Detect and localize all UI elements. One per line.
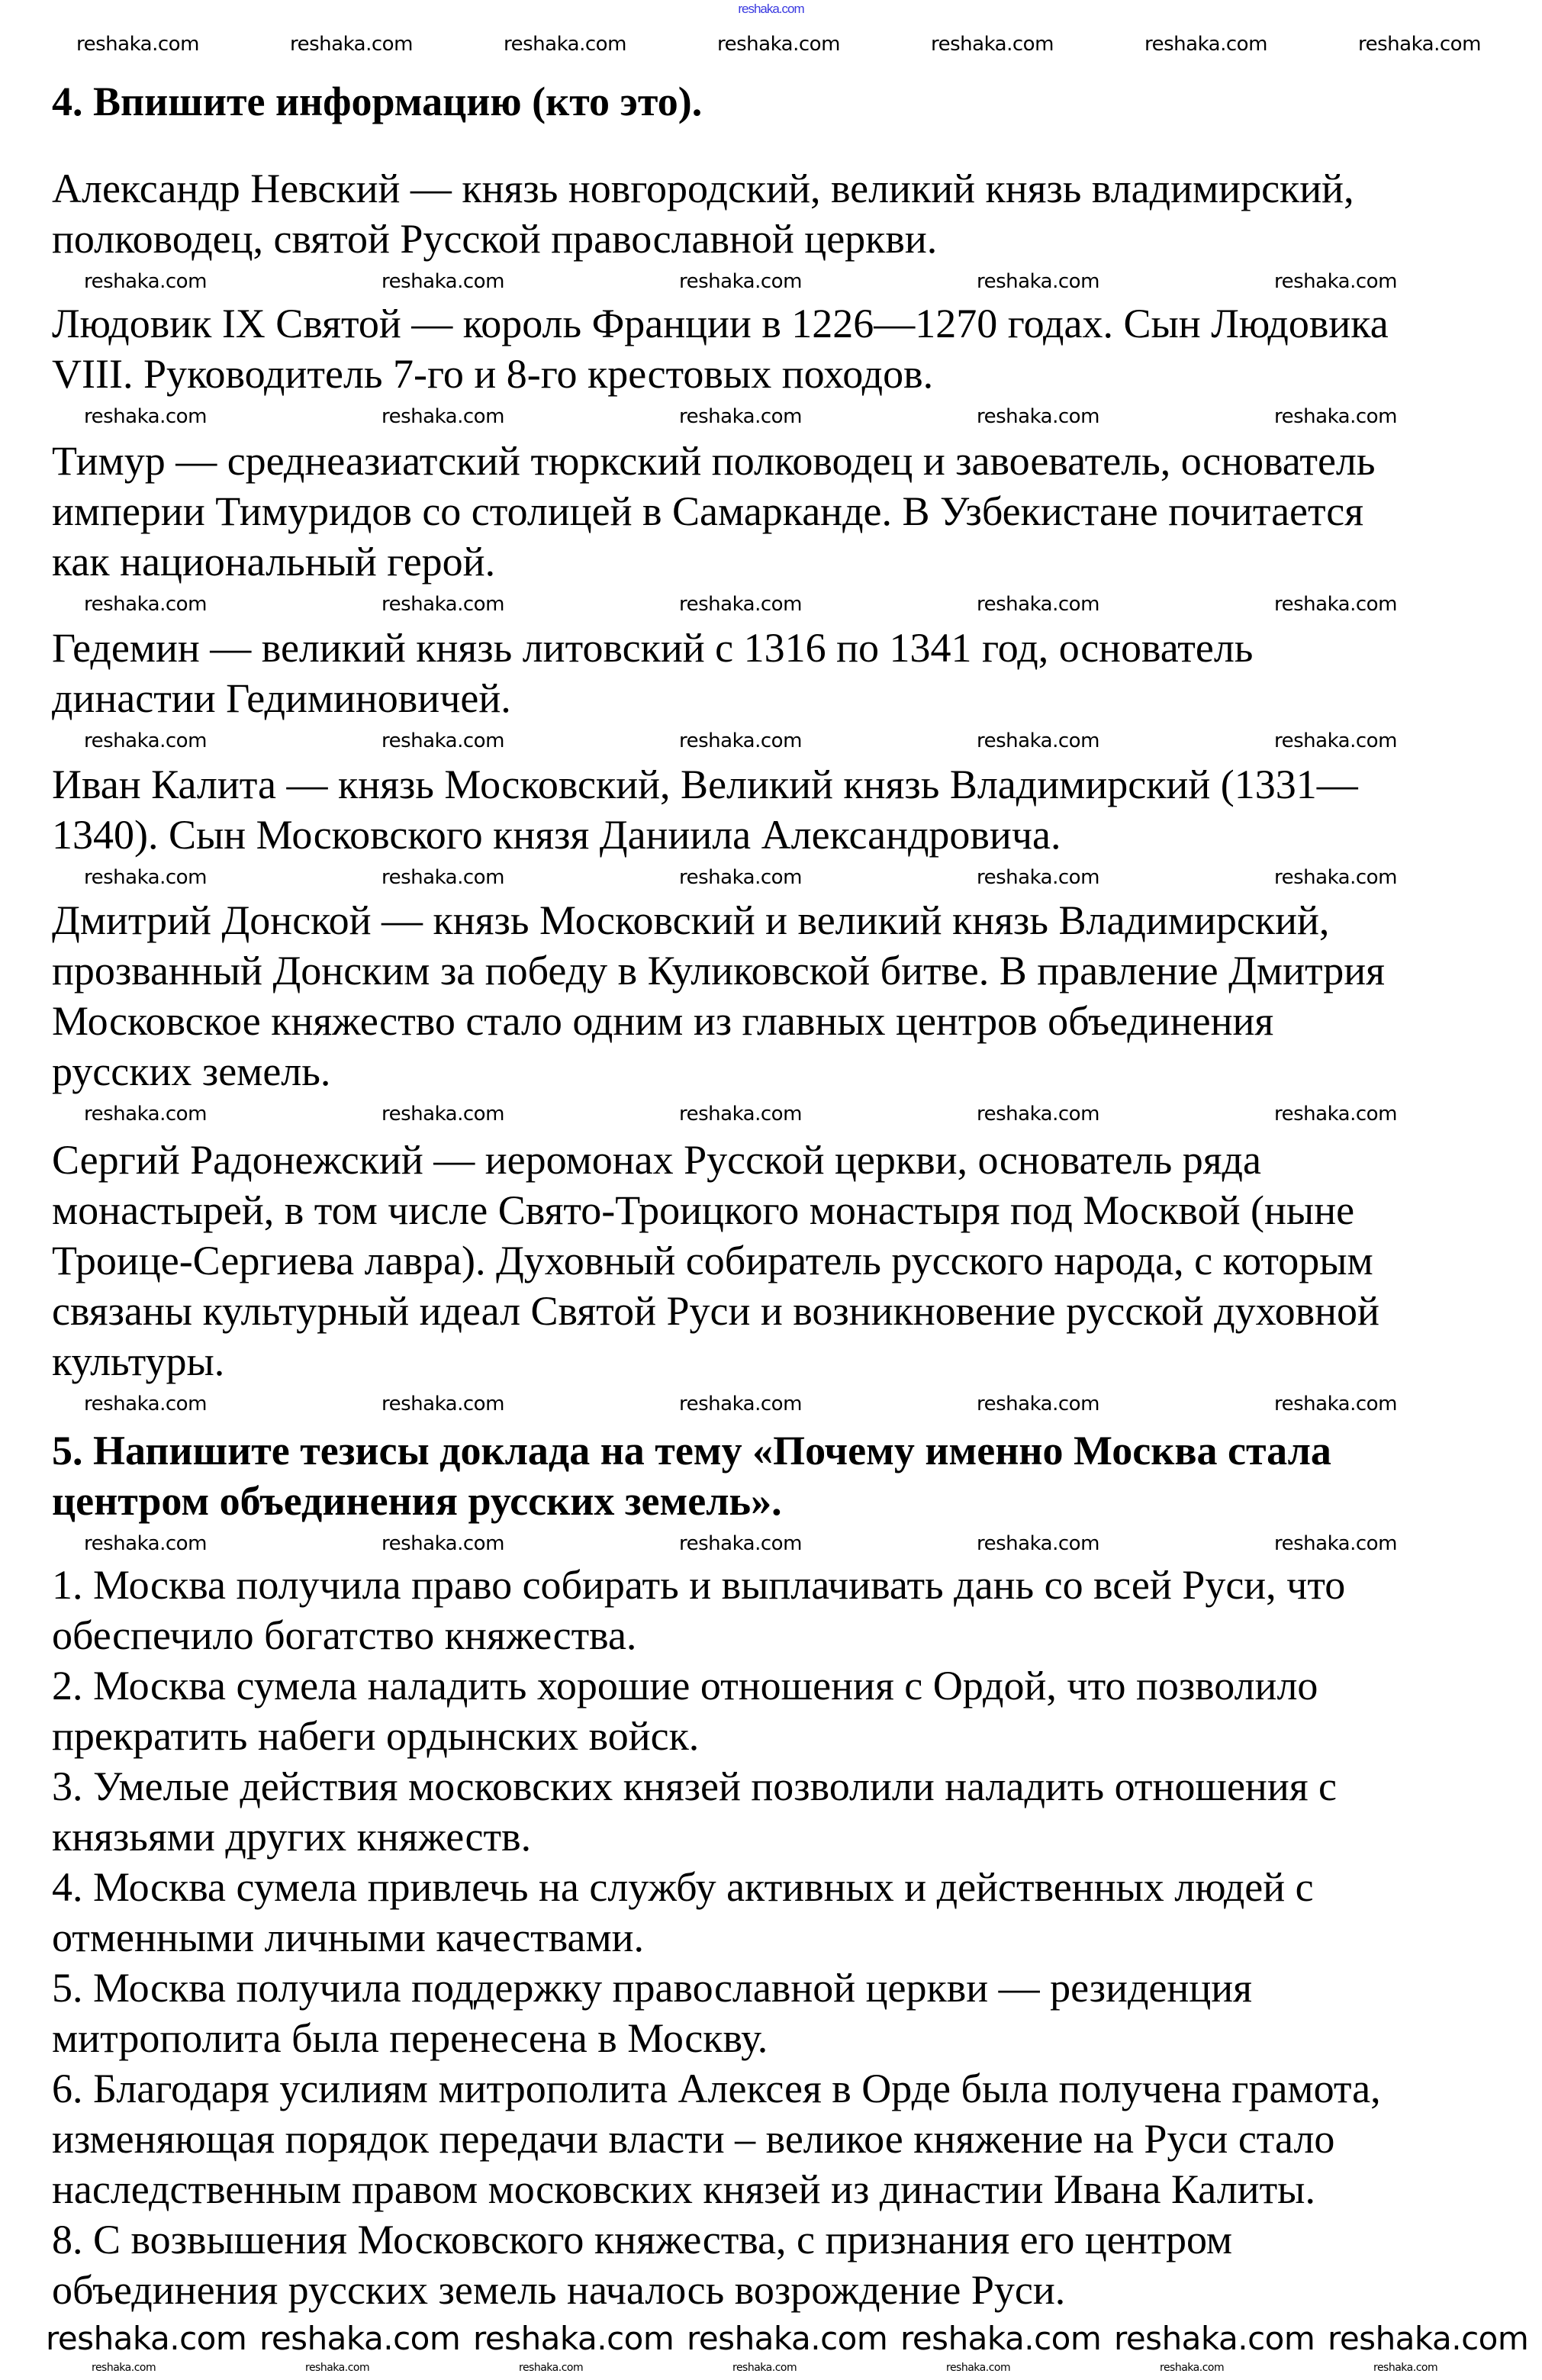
watermark: reshaka.com [977, 593, 1099, 616]
watermark: reshaka.com [381, 866, 504, 889]
watermark: reshaka.com [977, 1103, 1099, 1126]
watermark: reshaka.com [1160, 2362, 1225, 2374]
thesis-item: 2. Москва сумела наладить хорошие отношения с Ордой, что позволило прекратить набеги ордынских войск. [52, 1663, 1318, 1759]
watermark: reshaka.com [84, 729, 207, 752]
watermark: reshaka.com [92, 2362, 156, 2374]
watermark: reshaka.com [504, 33, 626, 56]
thesis-item: 5. Москва получила поддержку православной церкви — резиденция митрополита была перенесена в Москву. [52, 1965, 1252, 2061]
watermark: reshaka.com [84, 270, 207, 293]
watermark: reshaka.com [84, 1393, 207, 1415]
watermark: reshaka.com [687, 2320, 888, 2357]
watermark: reshaka.com [519, 2362, 584, 2374]
site-link[interactable]: reshaka.com [738, 2, 804, 16]
thesis-item: 3. Умелые действия московских князей позволили наладить отношения с князьями других княжеств. [52, 1763, 1338, 1860]
watermark: reshaka.com [381, 593, 504, 616]
watermark: reshaka.com [717, 33, 840, 56]
watermark: reshaka.com [977, 1532, 1099, 1555]
paragraph-timur: Тимур — среднеазиатский тюркский полководец и завоеватель, основатель империи Тимуридов со столицей в Самарканде. В Узбекистане почитается как национальный герой. [52, 438, 1376, 585]
watermark: reshaka.com [381, 1103, 504, 1126]
watermark: reshaka.com [381, 1393, 504, 1415]
watermark: reshaka.com [1114, 2320, 1315, 2357]
watermark: reshaka.com [46, 2320, 247, 2357]
watermark: reshaka.com [84, 405, 207, 428]
watermark: reshaka.com [679, 270, 802, 293]
watermark: reshaka.com [381, 729, 504, 752]
watermark: reshaka.com [259, 2320, 461, 2357]
watermark: reshaka.com [1274, 270, 1397, 293]
watermark: reshaka.com [679, 866, 802, 889]
watermark: reshaka.com [1274, 1103, 1397, 1126]
watermark: reshaka.com [1274, 405, 1397, 428]
watermark: reshaka.com [381, 270, 504, 293]
watermark: reshaka.com [977, 866, 1099, 889]
watermark: reshaka.com [305, 2362, 370, 2374]
watermark: reshaka.com [1358, 33, 1481, 56]
watermark: reshaka.com [84, 1103, 207, 1126]
watermark: reshaka.com [76, 33, 199, 56]
watermark: reshaka.com [381, 405, 504, 428]
watermark: reshaka.com [1274, 1393, 1397, 1415]
thesis-item: 8. С возвышения Московского княжества, с признания его центром объединения русских земель началось возрождение Руси. [52, 2217, 1233, 2313]
watermark: reshaka.com [1328, 2320, 1529, 2357]
watermark: reshaka.com [84, 866, 207, 889]
watermark: reshaka.com [679, 405, 802, 428]
watermark: reshaka.com [1144, 33, 1267, 56]
watermark: reshaka.com [679, 1532, 802, 1555]
paragraph-donskoy: Дмитрий Донской — князь Московский и великий князь Владимирский, прозванный Донским за победу в Куликовской битве. В правление Дмитрия Московское княжество стало одним из главных центров объединения русских земель. [52, 897, 1385, 1094]
watermark: reshaka.com [977, 1393, 1099, 1415]
watermark: reshaka.com [946, 2362, 1011, 2374]
watermark: reshaka.com [931, 33, 1054, 56]
watermark: reshaka.com [679, 1393, 802, 1415]
watermark: reshaka.com [679, 593, 802, 616]
watermark: reshaka.com [381, 1532, 504, 1555]
watermark: reshaka.com [1274, 729, 1397, 752]
paragraph-louis: Людовик IX Святой — король Франции в 1226—1270 годах. Сын Людовика VIII. Руководитель 7-го и 8-го крестовых походов. [52, 301, 1389, 397]
watermark: reshaka.com [473, 2320, 674, 2357]
watermark: reshaka.com [679, 729, 802, 752]
task4-title: 4. Впишите информацию (кто это). [52, 79, 703, 124]
paragraph-gedemin: Гедемин — великий князь литовский с 1316 по 1341 год, основатель династии Гедиминовичей. [52, 625, 1254, 721]
thesis-item: 6. Благодаря усилиям митрополита Алексея в Орде была получена грамота, изменяющая порядок передачи власти – великое княжение на Руси стало наследственным правом московских князей из династии Ивана Калиты. [52, 2066, 1381, 2212]
thesis-item: 1. Москва получила право собирать и выплачивать дань со всей Руси, что обеспечило богатство княжества. [52, 1562, 1346, 1658]
watermark: reshaka.com [1373, 2362, 1438, 2374]
watermark: reshaka.com [84, 593, 207, 616]
watermark: reshaka.com [1274, 593, 1397, 616]
watermark: reshaka.com [977, 405, 1099, 428]
watermark: reshaka.com [290, 33, 413, 56]
paragraph-sergiy: Сергий Радонежский — иеромонах Русской церкви, основатель ряда монастырей, в том числе Свято-Троицкого монастыря под Москвой (ныне Троице-Сергиева лавра). Духовный собиратель русского народа, с которым связаны культурный идеал Святой Руси и возникновение русской духовной культуры. [52, 1137, 1379, 1384]
watermark: reshaka.com [1274, 1532, 1397, 1555]
watermark: reshaka.com [1274, 866, 1397, 889]
paragraph-kalita: Иван Калита — князь Московский, Великий князь Владимирский (1331— 1340). Сын Московского князя Даниила Александровича. [52, 762, 1358, 858]
watermark: reshaka.com [732, 2362, 797, 2374]
thesis-item: 4. Москва сумела привлечь на службу активных и действенных людей с отменными личными качествами. [52, 1864, 1314, 1960]
watermark: reshaka.com [977, 270, 1099, 293]
watermark: reshaka.com [977, 729, 1099, 752]
watermark: reshaka.com [84, 1532, 207, 1555]
watermark: reshaka.com [900, 2320, 1102, 2357]
task5-title: 5. Напишите тезисы доклада на тему «Почему именно Москва стала центром объединения русских земель». [52, 1428, 1331, 1524]
watermark: reshaka.com [679, 1103, 802, 1126]
paragraph-nevsky: Александр Невский — князь новгородский, великий князь владимирский, полководец, святой Русской православной церкви. [52, 166, 1354, 262]
